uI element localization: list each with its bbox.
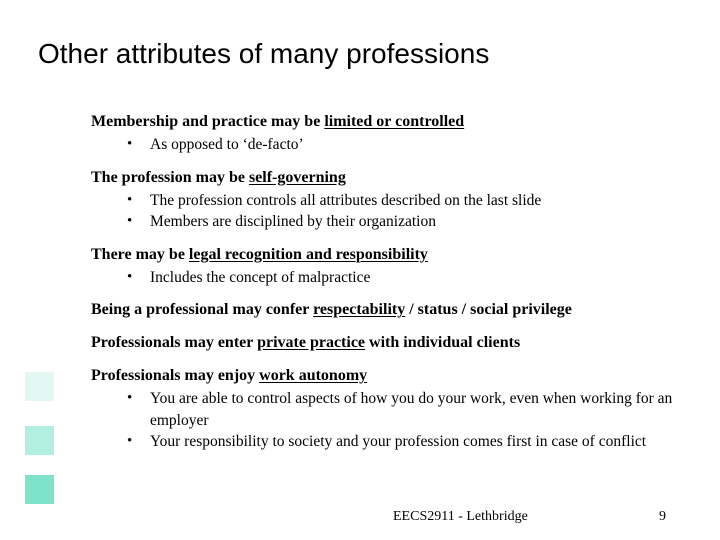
point-text-lead: There may be [91, 245, 189, 263]
point-text [91, 366, 691, 386]
bullet-icon: • [127, 268, 133, 285]
bullet-icon: • [127, 390, 133, 406]
bullet-icon: • [127, 213, 133, 229]
point-emphasis: self-governing [248, 168, 346, 186]
sub-item-text: Includes the concept of malpractice [150, 268, 371, 286]
sub-list [91, 388, 691, 453]
page-number: 9 [659, 509, 666, 524]
sub-item-text: The profession controls all attributes described on the last slide [150, 191, 542, 209]
sub-item-text: As opposed to ‘de-facto’ [150, 136, 304, 153]
point-text [91, 333, 691, 353]
point-text-tail: / status / social privilege [405, 301, 572, 318]
footer-text: EECS2911 - Lethbridge [393, 509, 528, 524]
slide-title: Other attributes of many professions [38, 38, 490, 69]
point-text-lead: Membership and practice may be [91, 113, 325, 130]
bullet-icon: • [127, 433, 133, 449]
decorative-square-light [25, 372, 54, 401]
point-text [91, 245, 691, 265]
sub-item [91, 388, 691, 431]
sub-list [91, 267, 691, 289]
sub-item [91, 190, 691, 212]
bullet-icon: • [127, 191, 133, 208]
sub-item-text: You are able to control aspects of how you do your work, even when working for an employer [150, 390, 673, 429]
point-private-practice [91, 333, 691, 353]
point-text [91, 300, 691, 320]
point-membership [91, 112, 691, 156]
sub-list [91, 190, 691, 233]
point-text-lead: The profession may be [91, 168, 249, 186]
point-emphasis: respectability [313, 301, 406, 318]
point-text [91, 112, 691, 132]
sub-item-text: Members are disciplined by their organization [150, 213, 436, 230]
point-text-lead: Professionals may enjoy [91, 367, 260, 384]
point-work-autonomy [91, 366, 691, 453]
slide-body [91, 112, 691, 453]
point-text-tail: with individual clients [365, 334, 521, 351]
sub-item-text: Your responsibility to society and your profession comes first in case of conflict [150, 433, 647, 450]
point-text-lead: Professionals may enter [91, 334, 258, 351]
point-emphasis: work autonomy [259, 367, 368, 384]
point-self-governing [91, 168, 691, 233]
point-emphasis: private practice [257, 334, 366, 351]
sub-item [91, 431, 691, 453]
sub-item [91, 134, 691, 156]
bullet-icon: • [127, 136, 133, 152]
point-text-lead: Being a professional may confer [91, 301, 314, 318]
sub-item [91, 211, 691, 233]
point-legal-recognition [91, 245, 691, 289]
decorative-square-mid [25, 426, 54, 455]
point-emphasis: legal recognition and responsibility [188, 245, 428, 263]
point-respectability [91, 300, 691, 320]
sub-list [91, 134, 691, 156]
decorative-square-dark [25, 475, 54, 504]
point-text [91, 168, 691, 188]
point-emphasis: limited or controlled [324, 113, 465, 130]
sub-item [91, 267, 691, 289]
